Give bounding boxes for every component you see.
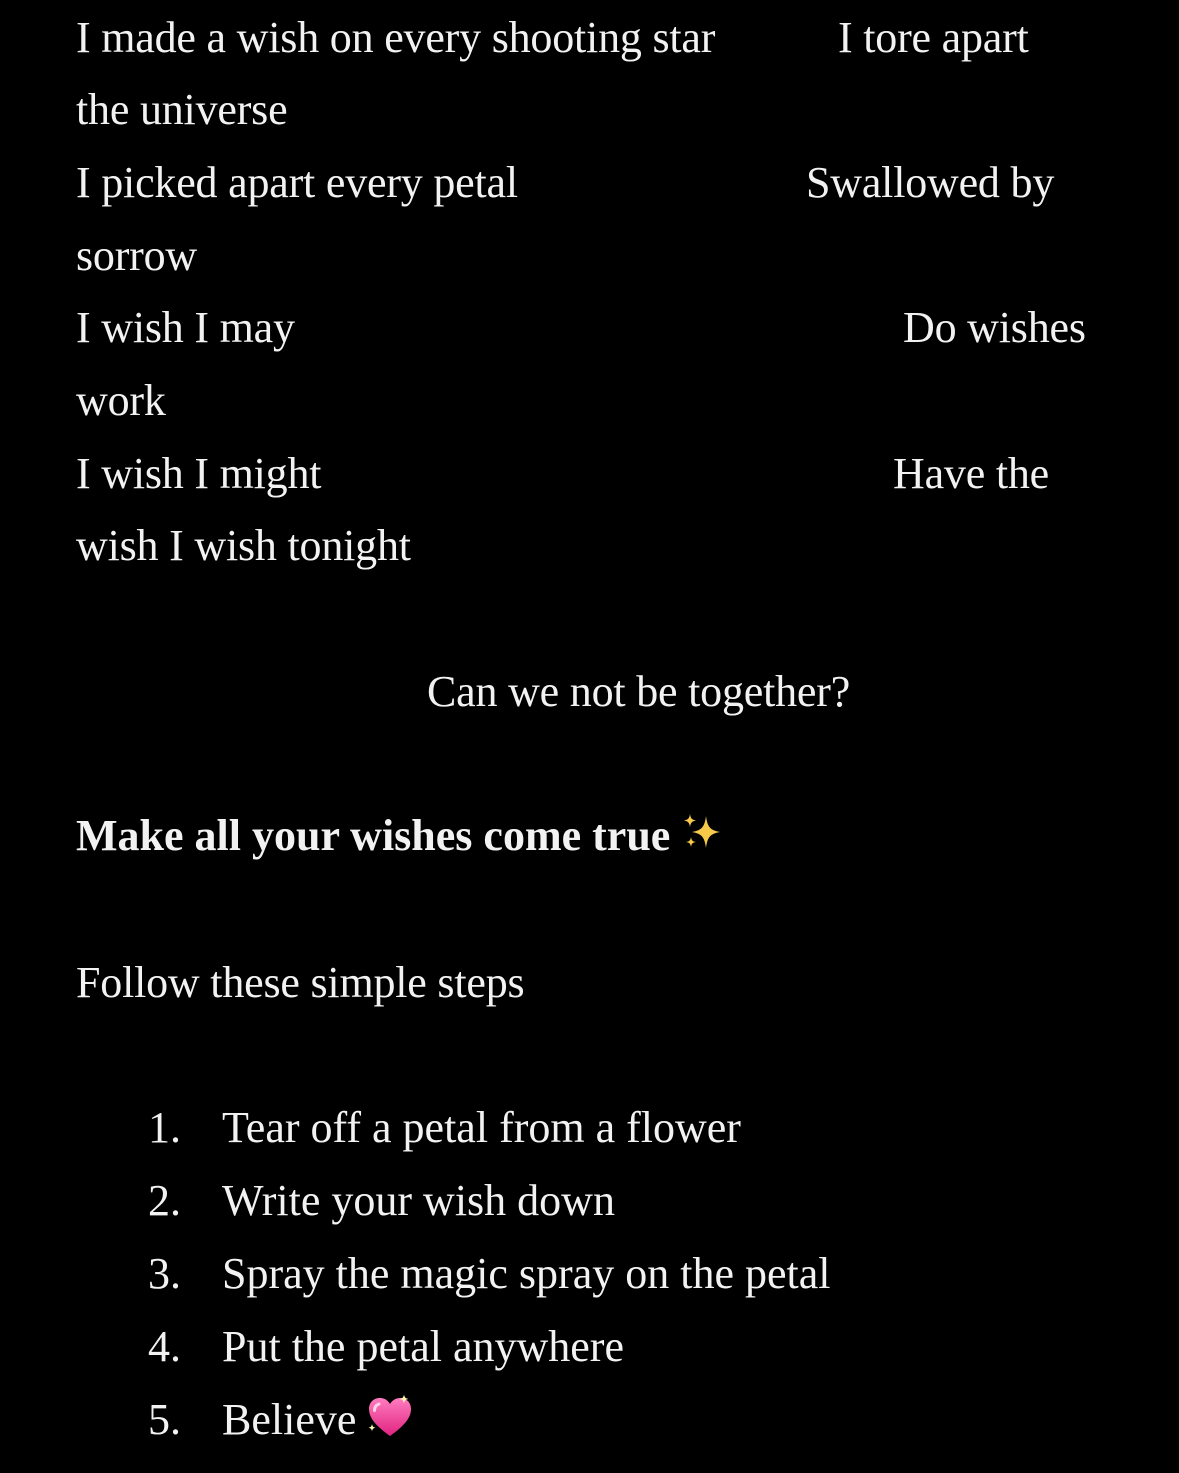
- poem-line-5-right: Do wishes: [903, 303, 1086, 352]
- steps-intro: Follow these simple steps: [76, 958, 525, 1007]
- sparkling-heart-icon: [366, 1394, 414, 1440]
- step-text: Put the petal anywhere: [222, 1322, 624, 1371]
- step-text: Believe: [222, 1395, 357, 1444]
- step-text: Spray the magic spray on the petal: [222, 1249, 831, 1298]
- poem-line-8-left: wish I wish tonight: [76, 521, 411, 570]
- poem-line-5-left: I wish I may: [76, 303, 295, 352]
- poem-question: Can we not be together?: [427, 667, 851, 716]
- wishes-heading-text: Make all your wishes come true: [76, 811, 671, 860]
- poem-line-3-left: I picked apart every petal: [76, 158, 518, 207]
- step-text: Tear off a petal from a flower: [222, 1103, 741, 1152]
- step-text: Write your wish down: [222, 1176, 615, 1225]
- poem-line-7-left: I wish I might: [76, 449, 322, 498]
- poem-line-3-right: Swallowed by: [806, 158, 1055, 207]
- step-number: 2.: [148, 1176, 181, 1225]
- step-number: 4.: [148, 1322, 181, 1371]
- poem-line-6-left: work: [76, 376, 166, 425]
- poem-line-2-left: the universe: [76, 85, 288, 134]
- poem-line-4-left: sorrow: [76, 231, 198, 280]
- step-number: 3.: [148, 1249, 181, 1298]
- sparkles-icon: [680, 810, 724, 854]
- wishes-heading: [76, 808, 724, 864]
- poem-line-7-right: Have the: [893, 449, 1049, 498]
- poem-line-1-right: I tore apart: [838, 13, 1029, 62]
- step-text-with-icon: [222, 1392, 414, 1448]
- step-number: 5.: [148, 1395, 181, 1444]
- poem-line-1-left: I made a wish on every shooting star: [76, 13, 716, 62]
- step-number: 1.: [148, 1103, 181, 1152]
